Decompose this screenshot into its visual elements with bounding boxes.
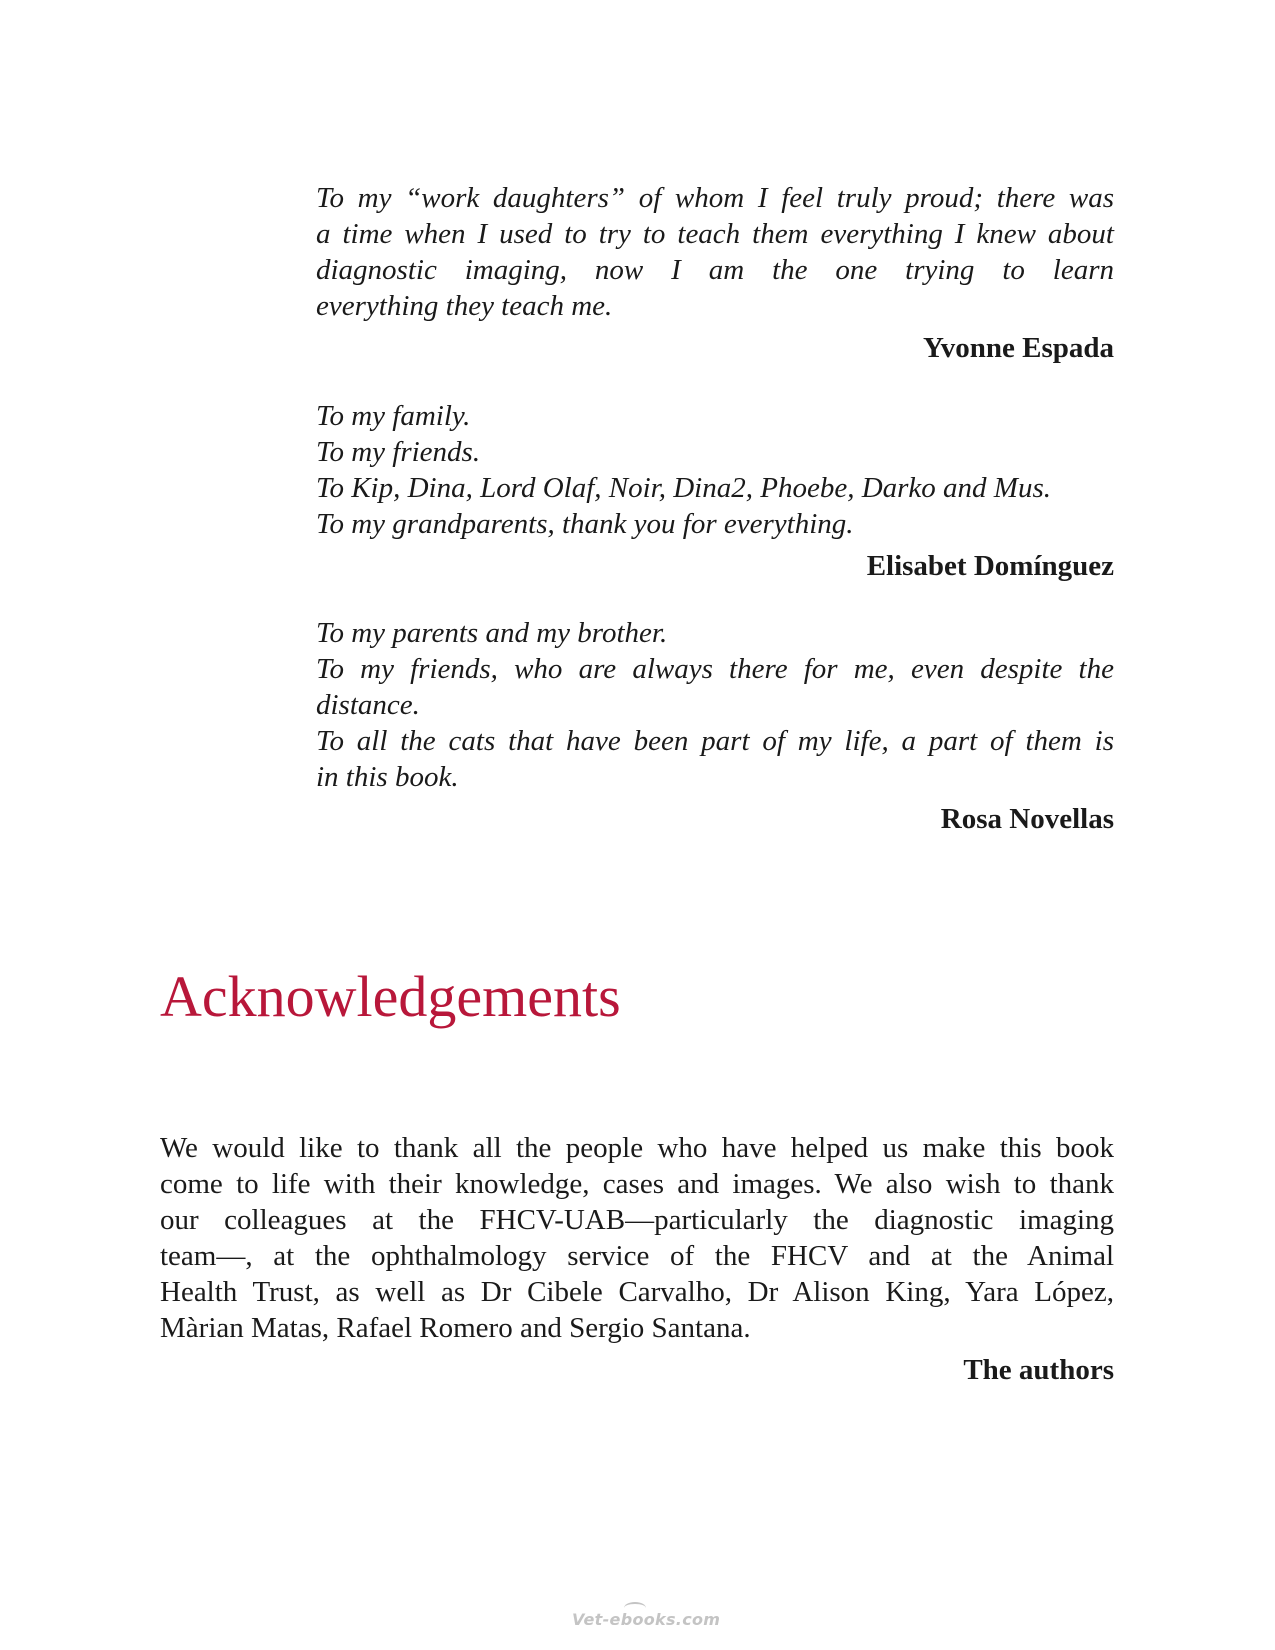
dedication-line: To my grandparents, thank you for everything.: [316, 508, 854, 540]
dedication-line: in this book.: [316, 761, 459, 793]
dedication-line: To my parents and my brother.: [316, 617, 668, 649]
paragraph-line: team—, at the ophthalmology service of the FHCV and at the Animal: [160, 1240, 1114, 1272]
dedication-elisabet-dominguez: [316, 398, 1114, 584]
dedication-signature: Yvonne Espada: [923, 332, 1114, 364]
dedication-line: To my family.: [316, 400, 471, 432]
dedication-line: a time when I used to try to teach them everything I knew about: [316, 218, 1114, 250]
dedication-line: To my friends.: [316, 436, 481, 468]
dedication-line: everything they teach me.: [316, 290, 613, 322]
dedication-line: To all the cats that have been part of my life, a part of them is: [316, 725, 1114, 757]
acknowledgements-body: [160, 1130, 1114, 1388]
acknowledgements-paragraph: [160, 1130, 1114, 1346]
watermark-text: Vet-ebooks.com: [572, 1610, 721, 1629]
paragraph-line: We would like to thank all the people who have helped us make this book: [160, 1132, 1114, 1164]
dedication-line: To my “work daughters” of whom I feel truly proud; there was: [316, 182, 1114, 214]
acknowledgements-signature: The authors: [963, 1354, 1114, 1386]
dedication-text: [316, 615, 1114, 795]
book-icon: [624, 1602, 646, 1614]
dedication-line: diagnostic imaging, now I am the one trying to learn: [316, 254, 1114, 286]
paragraph-line: Health Trust, as well as Dr Cibele Carvalho, Dr Alison King, Yara López,: [160, 1276, 1114, 1308]
dedication-text: [316, 180, 1114, 324]
dedication-rosa-novellas: [316, 615, 1114, 837]
dedication-line: To Kip, Dina, Lord Olaf, Noir, Dina2, Phoebe, Darko and Mus.: [316, 472, 1051, 504]
paragraph-line: our colleagues at the FHCV-UAB—particularly the diagnostic imaging: [160, 1204, 1114, 1236]
dedication-line: distance.: [316, 689, 420, 721]
dedication-text: [316, 398, 1114, 542]
paragraph-line: come to life with their knowledge, cases and images. We also wish to thank: [160, 1168, 1114, 1200]
footer-watermark: [572, 1610, 720, 1629]
dedication-signature: Elisabet Domínguez: [866, 550, 1114, 582]
section-heading-acknowledgements: Acknowledgements: [160, 964, 621, 1029]
dedication-line: To my friends, who are always there for me, even despite the: [316, 653, 1114, 685]
dedication-yvonne-espada: [316, 180, 1114, 366]
paragraph-line: Màrian Matas, Rafael Romero and Sergio Santana.: [160, 1312, 751, 1344]
dedication-signature: Rosa Novellas: [940, 803, 1114, 835]
